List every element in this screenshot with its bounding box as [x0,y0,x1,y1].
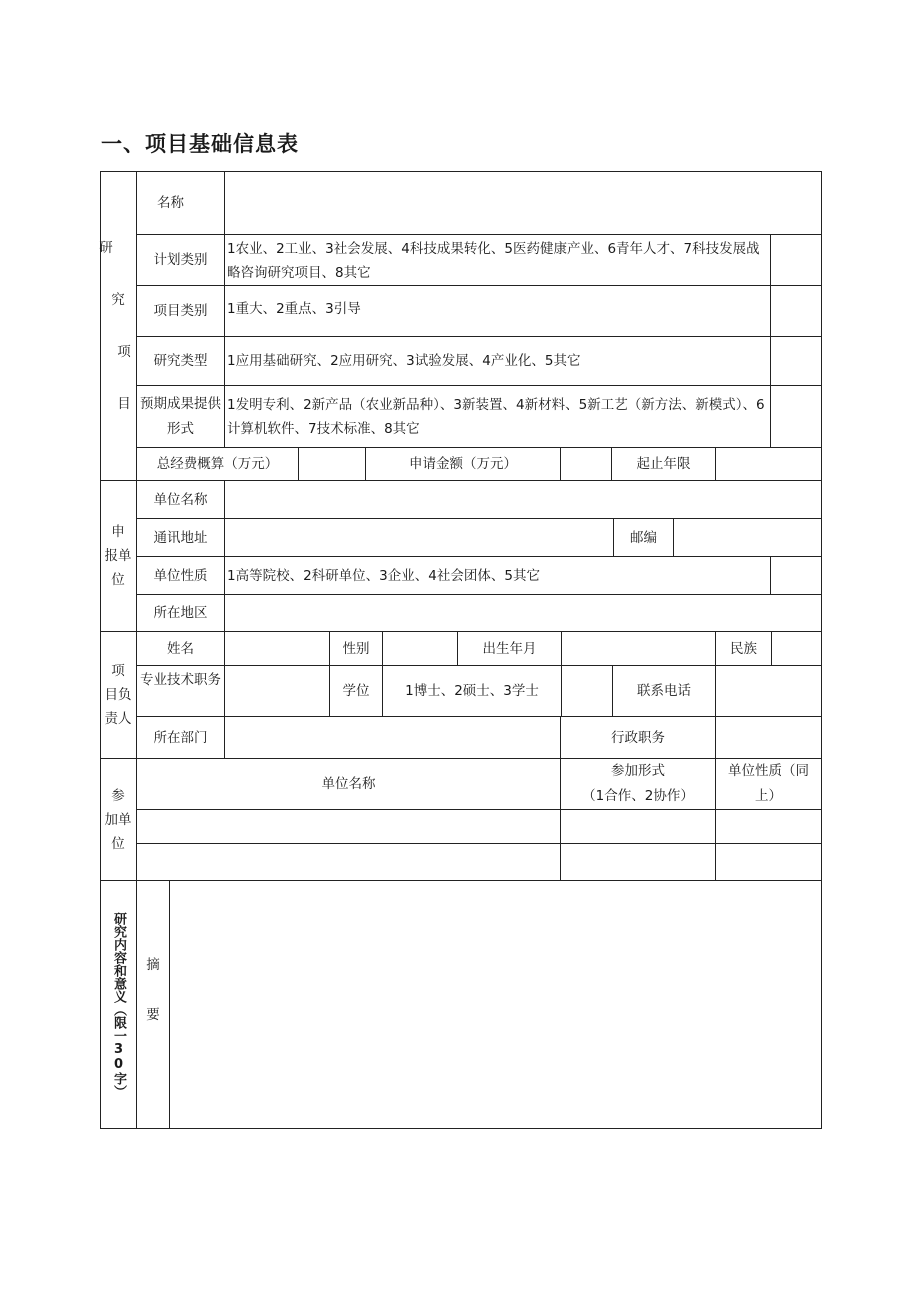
participant-nature-header: 单位性质（同 上） [716,759,822,810]
project-category-options: 1重大、2重点、3引导 [225,286,771,337]
phone-label: 联系电话 [613,666,716,717]
research-type-label: 研究类型 [137,337,225,386]
research-type-options: 1应用基础研究、2应用研究、3试验发展、4产业化、5其它 [225,337,771,386]
expected-result-choice-box[interactable] [771,386,822,448]
participants-section-label: 参 加单 位 [100,759,137,881]
project-category-label: 项目类别 [137,286,225,337]
postcode-input[interactable] [674,519,822,557]
plan-category-choice-box[interactable] [771,235,822,286]
region-label: 所在地区 [137,595,225,632]
leader-name-input[interactable] [225,632,330,666]
expected-result-options: 1发明专利、2新产品（农业新品种）、3新装置、4新材料、5新工艺（新方法、新模式）、6计算机软件、7技术标准、8其它 [225,386,771,448]
participant-row-2-nature-input[interactable] [716,844,822,881]
project-info-form [100,171,822,1129]
participant-row-2-form-input[interactable] [561,844,716,881]
total-budget-input[interactable] [299,448,366,481]
applied-amount-input[interactable] [561,448,612,481]
admin-post-input[interactable] [716,717,822,759]
abstract-section-label: 研究内容和意义（限一30字） [100,881,137,1129]
research-type-choice-box[interactable] [771,337,822,386]
leader-section-label: 项 目负 责人 [100,632,137,759]
degree-options: 1博士、2硕士、3学士 [383,666,562,717]
participant-row-1-nature-input[interactable] [716,810,822,844]
unit-name-label: 单位名称 [137,481,225,519]
address-label: 通讯地址 [137,519,225,557]
total-budget-label: 总经费概算（万元） [137,448,299,481]
plan-category-options: 1农业、2工业、3社会发展、4科技成果转化、5医药健康产业、6青年人才、7科技发展战略咨询研究项目、8其它 [225,235,771,286]
project-name-label: 名称 [137,171,225,235]
participant-form-header: 参加形式 （1合作、2协作） [561,759,716,810]
duration-label: 起止年限 [612,448,716,481]
participant-row-1-form-input[interactable] [561,810,716,844]
participant-unit-name-header: 单位名称 [137,759,561,810]
gender-label: 性别 [330,632,383,666]
tech-title-label: 专业技术职务 [137,666,225,717]
birth-label: 出生年月 [458,632,562,666]
region-input[interactable] [225,595,822,632]
applicant-section-label: 申 报单 位 [100,481,137,632]
applied-amount-label: 申请金额（万元） [366,448,561,481]
abstract-sub-label: 摘 要 [137,881,170,1129]
unit-nature-options: 1高等院校、2科研单位、3企业、4社会团体、5其它 [225,557,771,595]
department-input[interactable] [225,717,561,759]
phone-input[interactable] [716,666,822,717]
unit-nature-label: 单位性质 [137,557,225,595]
abstract-textarea[interactable] [170,881,822,1129]
project-name-input[interactable] [225,171,822,235]
unit-name-input[interactable] [225,481,822,519]
address-input[interactable] [225,519,614,557]
duration-input[interactable] [716,448,822,481]
page-title: 一、项目基础信息表 [101,132,299,156]
degree-label: 学位 [330,666,383,717]
gender-input[interactable] [383,632,458,666]
participant-row-1-unit-input[interactable] [137,810,561,844]
postcode-label: 邮编 [614,519,674,557]
plan-category-label: 计划类别 [137,235,225,286]
birth-input[interactable] [562,632,716,666]
admin-post-label: 行政职务 [561,717,716,759]
research-project-section-label: 研 究 项 目 [100,171,137,481]
leader-name-label: 姓名 [137,632,225,666]
tech-title-input[interactable] [225,666,330,717]
project-category-choice-box[interactable] [771,286,822,337]
degree-choice-box[interactable] [562,666,613,717]
department-label: 所在部门 [137,717,225,759]
participant-row-2-unit-input[interactable] [137,844,561,881]
ethnicity-input[interactable] [772,632,822,666]
expected-result-label: 预期成果提供形式 [137,386,225,448]
unit-nature-choice-box[interactable] [771,557,822,595]
ethnicity-label: 民族 [716,632,772,666]
